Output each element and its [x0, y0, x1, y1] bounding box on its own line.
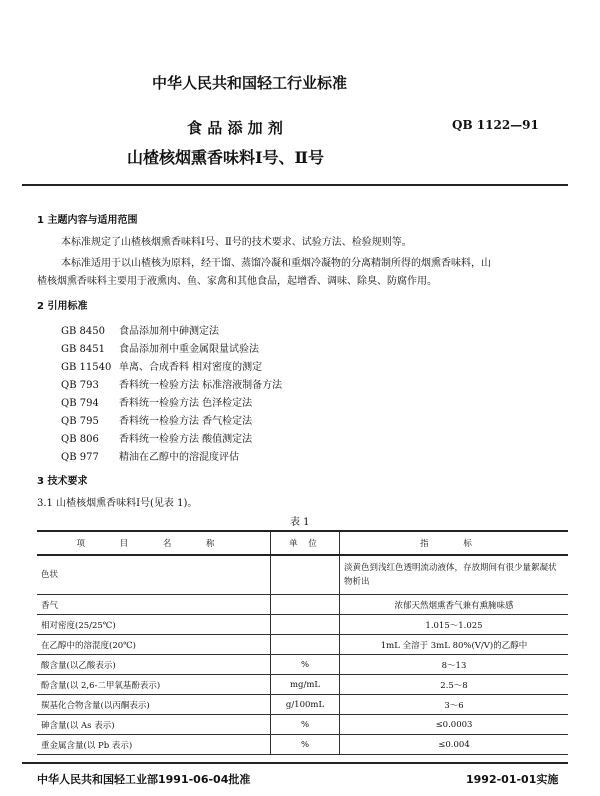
implementation-date: 1992-01-01实施: [466, 773, 559, 786]
title-line-2: 山楂核烟熏香味料Ⅰ号、Ⅱ号: [127, 148, 324, 167]
table-row: 色状 淡黄色到浅红色透明流动液体，存放期间有很少量絮凝状物析出: [37, 555, 568, 595]
title-line-1: 食 品 添 加 剂: [187, 119, 283, 137]
section-1-para-2-line-1: 本标准适用于以山楂核为原料，经干馏、蒸馏冷凝和重烟冷凝物的分离精制所得的烟熏香味料，山: [61, 258, 491, 269]
column-header-item: 项 目 名 称: [37, 531, 271, 555]
list-item: QB 794 香料统一检验方法 色泽检定法: [61, 398, 253, 409]
list-item: QB 806 香料统一检验方法 酸值测定法: [61, 434, 253, 445]
list-item: GB 8451 食品添加剂中重金属限量试验法: [61, 344, 259, 355]
table-row: 酸含量(以乙酸表示) % 8～13: [37, 655, 568, 675]
approval-line: 中华人民共和国轻工业部1991-06-04批准: [37, 773, 251, 786]
table-row: 羰基化合物含量(以丙酮表示) g/100mL 3～6: [37, 695, 568, 715]
section-3-heading: 3 技术要求: [37, 476, 88, 487]
header-rule: [22, 184, 568, 186]
column-header-value: 指 标: [340, 531, 569, 555]
table-row: 酚含量(以 2,6-二甲氧基酚表示) mg/mL 2.5～8: [37, 675, 568, 695]
table-caption: 表 1: [290, 517, 310, 528]
footer-rule: [22, 762, 568, 764]
standard-number: QB 1122—91: [452, 118, 539, 132]
section-1-para-1: 本标准规定了山楂核烟熏香味料Ⅰ号、Ⅱ号的技术要求、试验方法、检验规则等。: [61, 237, 412, 248]
column-header-unit: 单 位: [271, 531, 340, 555]
list-item: QB 795 香料统一检验方法 香气检定法: [61, 416, 253, 427]
table-row: 香气 浓郁天然烟熏香气兼有熏腌味感: [37, 595, 568, 615]
list-item: QB 793 香料统一检验方法 标准溶液制备方法: [61, 380, 283, 391]
list-item: GB 11540 单离、合成香料 相对密度的测定: [61, 362, 263, 373]
table-row: 重金属含量(以 Pb 表示) % ≤0.004: [37, 735, 568, 755]
section-1-para-2-line-2: 楂核烟熏香味料主要用于液熏肉、鱼、家禽和其他食品，起增香、调味、除臭、防腐作用。: [37, 276, 437, 287]
table-row: 在乙醇中的溶混度(20℃) 1mL 全溶于 3mL 80%(V/V)的乙醇中: [37, 635, 568, 655]
specification-table: [37, 530, 568, 755]
table-row: 砷含量(以 As 表示) % ≤0.0003: [37, 715, 568, 735]
section-2-heading: 2 引用标准: [37, 301, 88, 312]
table-header-row: [37, 531, 568, 555]
section-1-heading: 1 主题内容与适用范围: [37, 215, 138, 226]
list-item: QB 977 精油在乙醇中的溶混度评估: [61, 452, 239, 463]
section-3-1-text: 3.1 山楂核烟熏香味料Ⅰ号(见表 1)。: [37, 498, 198, 509]
issuing-organization: 中华人民共和国轻工行业标准: [152, 74, 348, 92]
list-item: GB 8450 食品添加剂中砷测定法: [61, 326, 219, 337]
table-row: 相对密度(25/25℃) 1.015～1.025: [37, 615, 568, 635]
